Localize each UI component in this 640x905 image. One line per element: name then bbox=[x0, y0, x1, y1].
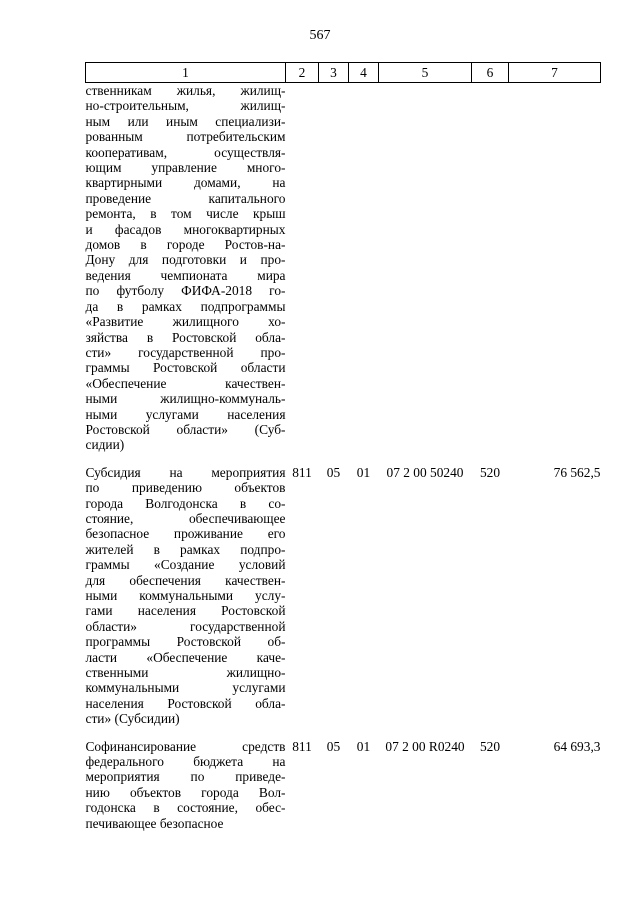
description-line: проведение капитального bbox=[85, 190, 286, 206]
cell-target-code: 07 2 00 R0240 bbox=[385, 738, 465, 754]
description-line: кооперативам, осуществля- bbox=[85, 144, 286, 160]
cell-amount bbox=[509, 83, 601, 453]
description-line: города Волгодонска в со- bbox=[85, 495, 286, 511]
table-row bbox=[86, 727, 601, 831]
description-line: ремонта, в том числе крыш bbox=[85, 206, 286, 222]
row-description bbox=[86, 83, 286, 453]
cell-subsection-code: 01 bbox=[356, 738, 371, 754]
description-line: печивающее безопасное bbox=[85, 815, 224, 831]
cell-target-code bbox=[379, 83, 472, 453]
description-line: и фасадов многоквартирных bbox=[85, 221, 286, 237]
column-header-3: 3 bbox=[319, 63, 349, 83]
description-line: жителей в рамках подпро- bbox=[85, 541, 286, 557]
description-line: сти» (Субсидии) bbox=[85, 711, 180, 727]
cell-section-code: 05 bbox=[326, 738, 341, 754]
column-header-5: 5 bbox=[379, 63, 472, 83]
description-line: квартирными домами, на bbox=[85, 175, 286, 191]
column-header-2: 2 bbox=[286, 63, 319, 83]
description-line: граммы Ростовской области bbox=[85, 360, 286, 376]
description-line: Ростовской области» (Суб- bbox=[85, 421, 286, 437]
description-line: домов в городе Ростов-на- bbox=[85, 237, 286, 253]
cell-section-code bbox=[319, 83, 349, 453]
description-line: годонска в состояние, обес- bbox=[85, 800, 286, 816]
description-line: граммы «Создание условий bbox=[85, 557, 286, 573]
row-description bbox=[86, 453, 286, 727]
cell-subsection-code bbox=[349, 83, 379, 453]
column-header-7: 7 bbox=[509, 63, 601, 83]
description-line: населения Ростовской обла- bbox=[85, 695, 286, 711]
description-line: ственными жилищно- bbox=[85, 665, 286, 681]
description-line: по футболу ФИФА-2018 го- bbox=[85, 283, 286, 299]
description-line: сидии) bbox=[85, 437, 125, 453]
cell-ministry-code bbox=[286, 83, 319, 453]
cell-amount: 76 562,5 bbox=[553, 464, 601, 480]
description-line: ными жилищно-коммуналь- bbox=[85, 391, 286, 407]
page-number: 567 bbox=[309, 28, 331, 43]
description-line: зяйства в Ростовской обла- bbox=[85, 329, 286, 345]
row-description bbox=[86, 727, 286, 831]
cell-ministry-code: 811 bbox=[292, 464, 312, 480]
column-header-4: 4 bbox=[349, 63, 379, 83]
description-line: ласти «Обеспечение каче- bbox=[85, 649, 286, 665]
cell-amount: 64 693,3 bbox=[553, 738, 601, 754]
description-line: ным или иным специализи- bbox=[85, 113, 286, 129]
description-line: рованным потребительским bbox=[85, 129, 286, 145]
description-line: ными услугами населения bbox=[85, 406, 286, 422]
description-line: «Обеспечение качествен- bbox=[85, 375, 286, 391]
description-line: программы Ростовской об- bbox=[85, 634, 286, 650]
description-line: Софинансирование средств bbox=[85, 738, 286, 754]
description-line: стояние, обеспечивающее bbox=[85, 510, 286, 526]
column-header-1: 1 bbox=[86, 63, 286, 83]
column-header-6: 6 bbox=[472, 63, 509, 83]
cell-section-code: 05 bbox=[326, 464, 341, 480]
cell-target-code: 07 2 00 50240 bbox=[386, 464, 464, 480]
description-line: ными коммунальными услу- bbox=[85, 588, 286, 603]
cell-expense-type: 520 bbox=[479, 464, 501, 480]
description-line: для обеспечения качествен- bbox=[85, 572, 286, 588]
description-line: безопасное проживание его bbox=[85, 526, 286, 542]
description-line: Субсидия на мероприятия bbox=[85, 464, 286, 480]
description-line: области» государственной bbox=[85, 618, 286, 634]
description-line: по приведению объектов bbox=[85, 480, 286, 496]
description-line: нию объектов города Вол- bbox=[85, 784, 286, 800]
description-line: ющим управление много- bbox=[85, 160, 286, 176]
header-row bbox=[86, 63, 601, 83]
description-line: ственникам жилья, жилищ- bbox=[85, 83, 286, 98]
description-line: федерального бюджета на bbox=[85, 754, 286, 770]
description-line: ведения чемпионата мира bbox=[85, 267, 286, 283]
budget-table bbox=[85, 62, 601, 831]
description-line: гами населения Ростовской bbox=[85, 603, 286, 619]
description-line: но-строительным, жилищ- bbox=[85, 98, 286, 114]
description-line: коммунальными услугами bbox=[85, 680, 286, 696]
table-row bbox=[86, 453, 601, 727]
description-line: «Развитие жилищного хо- bbox=[85, 314, 286, 330]
cell-expense-type: 520 bbox=[479, 738, 501, 754]
cell-ministry-code: 811 bbox=[292, 738, 312, 754]
cell-subsection-code: 01 bbox=[356, 464, 371, 480]
description-line: Дону для подготовки и про- bbox=[85, 252, 286, 268]
table-row bbox=[86, 83, 601, 453]
description-line: сти» государственной про- bbox=[85, 344, 286, 360]
cell-expense-type bbox=[472, 83, 509, 453]
description-line: да в рамках подпрограммы bbox=[85, 298, 286, 314]
description-line: мероприятия по приведе- bbox=[85, 769, 286, 785]
